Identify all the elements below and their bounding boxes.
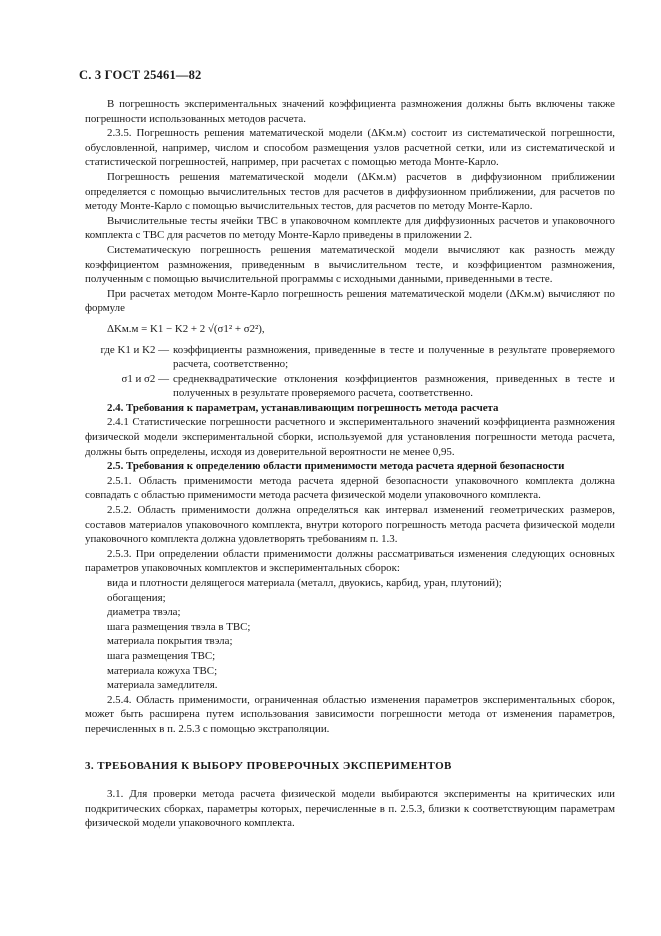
list-item: материала кожуха ТВС; xyxy=(107,664,218,677)
paragraph-tests: Вычислительные тесты ячейки ТВС в упаковочном комплекте для диффузионных расчетов и упаковочного комплекта с ТВС для расчетов по методу Монте-Карло приведены в приложении 2. xyxy=(85,214,615,242)
paragraph-monte-carlo: При расчетах методом Монте-Карло погрешность решения математической модели (ΔKм.м) вычисляют по формуле xyxy=(85,287,615,315)
paragraph-2-5-4: 2.5.4. Область применимости, ограниченная областью изменения параметров экспериментальных сборок, может быть расширена путем использования зависимости погрешности метода от изменения параметров, перечисленных в п. 2.5.3 с помощью экстраполяции. xyxy=(85,693,615,735)
formula: ΔKм.м = K1 − K2 + 2 √(σ1² + σ2²), xyxy=(107,322,265,335)
definition-row xyxy=(85,372,615,401)
definition-description: коэффициенты размножения, приведенные в тесте и полученные в результате проверяемого расчета, соответственно; xyxy=(173,343,615,371)
definition-term: где K1 и K2 — xyxy=(100,343,169,356)
paragraph-2-5-2: 2.5.2. Область применимости должна определяться как интервал изменений геометрических размеров, составов материалов упаковочного комплекта, внутри которого погрешность метода расчета физической модели упаковочного комплекта должна удовлетворять требованиям п. 1.3. xyxy=(85,504,615,546)
paragraph-2-5-3: 2.5.3. При определении области применимости должны рассматриваться изменения следующих основных параметров упаковочных комплектов и экспериментальных сборок: xyxy=(85,547,615,575)
heading-2-5: 2.5. Требования к определению области применимости метода расчета ядерной безопасности xyxy=(107,460,565,473)
list-item: обогащения; xyxy=(107,591,166,604)
heading-2-4: 2.4. Требования к параметрам, устанавливающим погрешность метода расчета xyxy=(107,401,499,414)
definition-term: σ1 и σ2 — xyxy=(121,372,169,385)
list-item: шага размещения твэла в ТВС; xyxy=(107,620,251,633)
paragraph-intro: В погрешность экспериментальных значений коэффициента размножения должны быть включены также погрешности использованных методов расчета. xyxy=(85,98,615,125)
section-3-title: 3. ТРЕБОВАНИЯ К ВЫБОРУ ПРОВЕРОЧНЫХ ЭКСПЕРИМЕНТОВ xyxy=(85,759,452,772)
list-item: материала замедлителя. xyxy=(107,679,218,692)
paragraph-2-5-1: 2.5.1. Область применимости метода расчета ядерной безопасности упаковочного комплекта должна совпадать с областью применимости метода расчета физической модели упаковочного комплекта. xyxy=(85,474,615,502)
list-item: материала покрытия твэла; xyxy=(107,635,233,648)
page-header: С. 3 ГОСТ 25461—82 xyxy=(79,68,202,82)
list-item: вида и плотности делящегося материала (металл, двуокись, карбид, уран, плутоний); xyxy=(107,577,502,589)
paragraph-2-4-1: 2.4.1 Статистические погрешности расчетного и экспериментального значений коэффициента размножения физической модели экспериментальной сборки, используемой для установления погрешности метода расчета, должны быть определены, исходя из доверительной вероятности не менее 0,95. xyxy=(85,416,615,458)
paragraph-2-3-5: 2.3.5. Погрешность решения математической модели (ΔKм.м) состоит из систематической погрешности, обусловленной, например, числом и способом размещения узлов расчетной сетки, или из систематической и статистической погрешностей, например, при расчетах с помощью метода Монте-Карло. xyxy=(85,127,615,169)
list-item: шага размещения ТВС; xyxy=(107,649,216,662)
list-item: диаметра твэла; xyxy=(107,606,181,619)
paragraph-diffusion: Погрешность решения математической модели (ΔKм.м) расчетов в диффузионном приближении определяется с помощью вычислительных тестов для расчетов в диффузионном приближении, для расчетов по методу Монте-Карло с помощью вычислительных тестов, для расчетов по методу Монте-Карло. xyxy=(85,170,615,213)
document-body xyxy=(85,97,615,831)
definition-list xyxy=(85,343,615,401)
paragraph-3-1: 3.1. Для проверки метода расчета физической модели выбираются эксперименты на критических или подкритических сборках, параметры которых, перечисленные в п. 2.5.3, близки к соответствующим параметрам физической модели упаковочного комплекта. xyxy=(85,788,615,830)
paragraph-systematic: Систематическую погрешность решения математической модели вычисляют как разность между коэффициентом размножения, приведенным в вычислительном тесте, и коэффициентом размножения, полученным с помощью вычислительной программы с исходными данными, приведенными в тесте. xyxy=(85,243,615,286)
definition-description: среднеквадратические отклонения коэффициентов размножения, приведенных в тесте и полученных в результате проверяемого расчета, соответственно. xyxy=(173,372,615,400)
definition-row xyxy=(85,343,615,372)
